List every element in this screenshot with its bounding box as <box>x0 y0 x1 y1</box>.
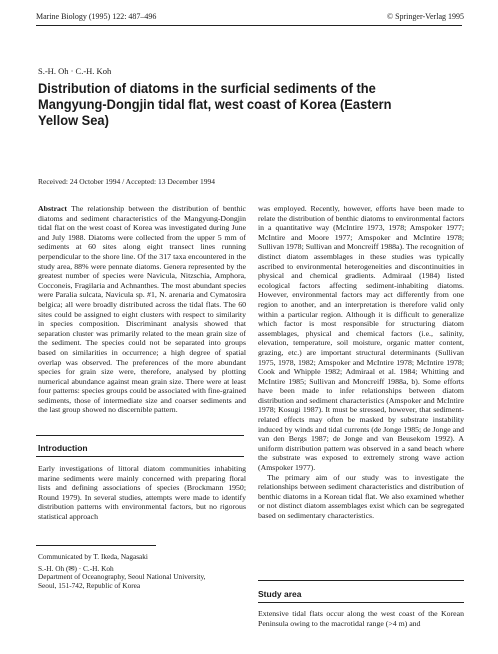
communicated-by: Communicated by T. Ikeda, Nagasaki <box>38 552 148 561</box>
abstract-text: The relationship between the distribution of benthic diatoms and sediment characteristics of the Mangyung-Dongjin tidal flat on the west coast of Korea was investigated during June and July 1988. Diatoms were collected from the upper 5 mm of sediments at 60 sites along eight transect lines running perpendicular to the shore line. Of the 317 taxa encountered in the study area, 88% were pennate diatoms. Genera represented by the greatest number of species were Navicula, Nitzschia, Amphora, Cocconeis, Fragilaria and Achnanthes. The most abundant species were Paralia sulcata, Navicula sp. #1, N. arenaria and Cymatosira belgica; all were broadly distributed across the tidal flats. The 60 sites could be assigned to eight clusters with respect to similarity in species composition. Discriminant analysis showed that separation cluster was primarily related to the mean grain size of the sediment. The species could not be separated into groups based on similarities in occurrence; a high degree of spatial overlap was observed. The preferences of the more abundant species for grain size were, therefore, analysed by plotting numerical abundance against mean grain size. There were at least four patterns: species groups could be associated with fine-grained sediments, those of intermediate size and coarser sediments and the last group showed no discernible pattern. <box>38 204 246 415</box>
introduction-text: Early investigations of littoral diatom communities inhabiting marine sediments were mainly concerned with preparing floral lists and defining associations of species (Brockmann 1950; Round 1979). In several studies, attempts were made to identify distribution patterns with environmental factors, but no rigorous statistical approach <box>38 464 246 521</box>
intro-rule-top <box>36 435 244 436</box>
study-area-text: Extensive tidal flats occur along the west coast of the Korean Peninsula owing to the macrotidal range (>4 m) and <box>258 609 464 628</box>
intro-rule-bottom <box>36 456 244 457</box>
received-date: Received: 24 October 1994 / Accepted: 13 December 1994 <box>38 177 216 186</box>
authors: S.-H. Oh · C.-H. Koh <box>38 66 112 76</box>
journal-citation: Marine Biology (1995) 122: 487–496 <box>36 12 157 21</box>
study-area-rule-top <box>258 580 464 581</box>
introduction-heading: Introduction <box>38 443 88 453</box>
abstract-label: Abstract <box>38 204 68 213</box>
author-address: Seoul, 151-742, Republic of Korea <box>38 581 141 591</box>
right-paragraph-2: The primary aim of our study was to investigate the relationships between sediment characteristics and distribution of benthic diatoms in a Korean tidal flat. We also examined whether or not distinct diatom assemblages exist which can be segregated based on sedimentary characteristics. <box>258 472 464 520</box>
communication-note <box>38 553 205 591</box>
corresponding-authors: S.-H. Oh (✉) · C.-H. Koh <box>38 563 114 573</box>
study-area-rule-bottom <box>258 602 464 603</box>
publisher-copyright: © Springer-Verlag 1995 <box>386 12 464 21</box>
abstract <box>38 204 246 415</box>
author-department: Department of Oceanography, Seoul National University, <box>38 572 206 582</box>
right-column <box>258 204 464 521</box>
right-paragraph-1: was employed. Recently, however, efforts have been made to relate the distribution of benthic diatoms to environmental factors in a quantitative way (McIntire 1973, 1978; Amspoker 1977; McIntire and Moore 1977; Amspoker and McIntire 1978; Sullivan 1978; Sullivan and Moncreiff 1988a). The recognition of distinct diatom assemblages in these studies was typically ascribed to environmental heterogeneities and discontinuities in physical and chemical gradients. Admiraal (1984) listed ecological factors affecting sediment-inhabiting diatoms. However, environmental factors may act differently from one region to another, and an interpretation is therefore valid only within a particular region. Although it is difficult to generalize which factor is most responsible for structuring diatom assemblages, physical and chemical factors (i.e., salinity, elevation, temperature, soil moisture, organic matter content, grazing, etc.) are important structural determinants (Sullivan 1975, 1978, 1982; Amspoker and McIntire 1978; McIntire 1978; Cook and Whipple 1982; Admiraal et al. 1984; Whitting and McIntire 1985; Sullivan and Moncreiff 1988a, b). Some efforts have been made to infer relationships between diatom distribution and sediment characteristics (Amspoker and McIntire 1978; Kosugi 1987). It must be stressed, however, that sediment-related effects may often be masked by substrate instability induced by winds and tidal currents (de Jonge 1985; de Jonge and van den Bergs 1987; de Jonge and van Beusekom 1992). A uniform distribution pattern was observed in a sand beach where the substrate was exposed to extremely strong wave action (Amspoker 1977). <box>258 204 464 473</box>
footnote-rule <box>36 545 156 546</box>
article-title: Distribution of diatoms in the surficial sediments of the Mangyung-Dongjin tidal flat, west coast of Korea (Eastern Yellow Sea) <box>38 80 392 128</box>
study-area-heading: Study area <box>258 589 302 599</box>
header-rule <box>36 25 462 26</box>
